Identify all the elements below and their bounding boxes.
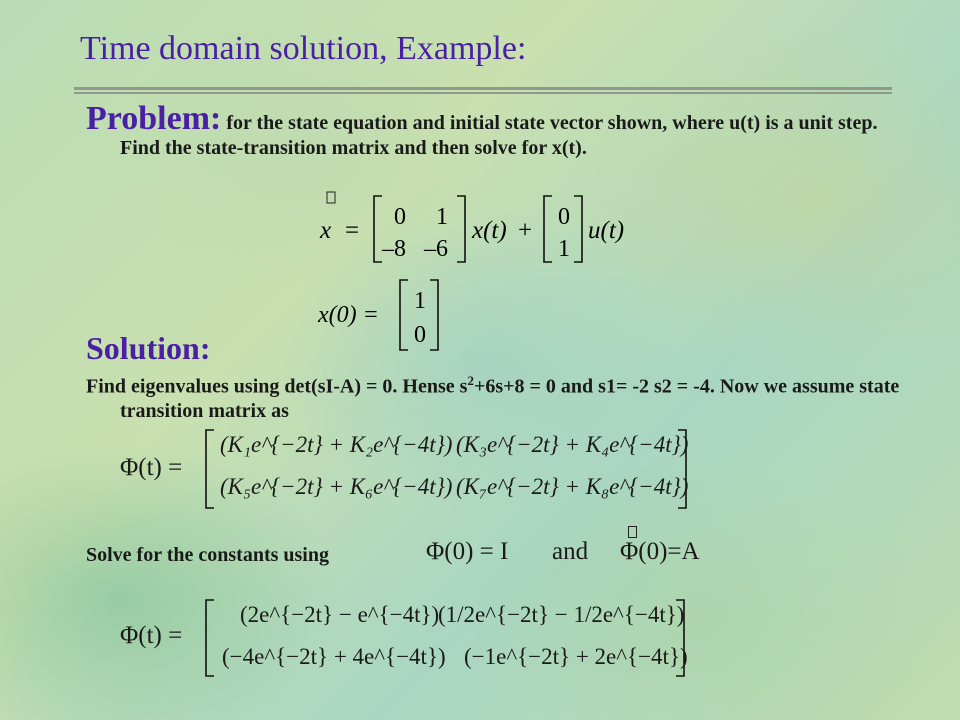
initial-condition <box>316 276 446 356</box>
matrix-a-cell: 1 <box>436 204 448 230</box>
solution-text-part2: +6s+8 = 0 and s1= -2 s2 = -4. Now we assume state transition matrix as <box>120 375 900 422</box>
phi-solved-lhs: Φ(t) = <box>120 622 183 649</box>
matrix-a-cell: 0 <box>394 204 406 230</box>
matrix-a-cell: –6 <box>424 236 448 262</box>
vector-b-cell: 0 <box>558 204 570 230</box>
phi-general-lhs: Φ(t) = <box>120 454 183 481</box>
phi-general-cell: (K₁e^{−2t} + K₂e^{−4t}) <box>220 432 453 457</box>
svg-text:=: = <box>345 217 360 244</box>
vector-b-left-bracket <box>544 196 552 262</box>
phi-solved-cell: (−1e^{−2t} + 2e^{−4t}) <box>464 644 688 669</box>
condition-and: and <box>552 538 589 565</box>
missing-glyph-box <box>628 526 637 538</box>
plus-sign: + <box>518 217 533 244</box>
matrix-a-cell: –8 <box>382 236 406 262</box>
phi-solved-left-bracket <box>206 600 214 676</box>
vector-b-right-bracket <box>574 196 582 262</box>
phi-solved-matrix <box>120 596 690 680</box>
condition-phi0-identity: Φ(0) = I <box>426 538 509 565</box>
phi-general-cell: (K₃e^{−2t} + K₄e^{−4t}) <box>456 432 689 457</box>
solution-heading: Solution: <box>86 330 211 366</box>
initial-cell: 1 <box>414 288 426 314</box>
initial-left-bracket <box>400 280 408 350</box>
slide-title: Time domain solution, Example: <box>80 30 527 67</box>
missing-glyph-box <box>327 192 335 203</box>
vector-b-cell: 1 <box>558 236 570 262</box>
problem-statement <box>86 100 920 161</box>
phi-general-cell: (K₇e^{−2t} + K₈e^{−4t}) <box>456 474 689 499</box>
phi-general-cell: (K₅e^{−2t} + K₆e^{−4t}) <box>220 474 453 499</box>
matrix-a-right-bracket <box>457 196 465 262</box>
initial-lhs: x(0) = <box>318 302 379 328</box>
state-equation-lhs: x <box>320 217 332 244</box>
solution-text <box>86 369 920 423</box>
solution-text-part1: Find eigenvalues using det(sI-A) = 0. Hense s <box>86 375 468 398</box>
phi-general-matrix <box>120 426 690 512</box>
initial-conditions-phi <box>426 526 726 570</box>
phi-general-left-bracket <box>206 430 214 508</box>
phi-solved-cell: (1/2e^{−2t} − 1/2e^{−4t}) <box>438 602 685 627</box>
input-ut: u(t) <box>588 217 625 244</box>
state-equation <box>312 190 642 268</box>
initial-right-bracket <box>430 280 438 350</box>
condition-phi0-dot: Φ(0)=A <box>620 538 700 565</box>
problem-text: for the state equation and initial state vector shown, where u(t) is a unit step. Find the state-transition matrix and then solve for x(t). <box>120 112 878 159</box>
title-divider <box>74 87 892 90</box>
solve-instruction: Solve for the constants using <box>86 544 329 566</box>
phi-solved-cell: (−4e^{−2t} + 4e^{−4t}) <box>222 644 446 669</box>
problem-heading: Problem: <box>86 100 222 137</box>
matrix-a-left-bracket <box>374 196 382 262</box>
state-vector-xt: x(t) <box>472 217 507 244</box>
phi-solved-cell: (2e^{−2t} − e^{−4t}) <box>240 602 440 627</box>
initial-cell: 0 <box>414 322 426 348</box>
superscript: 2 <box>467 373 474 388</box>
title-divider-secondary <box>74 92 892 94</box>
